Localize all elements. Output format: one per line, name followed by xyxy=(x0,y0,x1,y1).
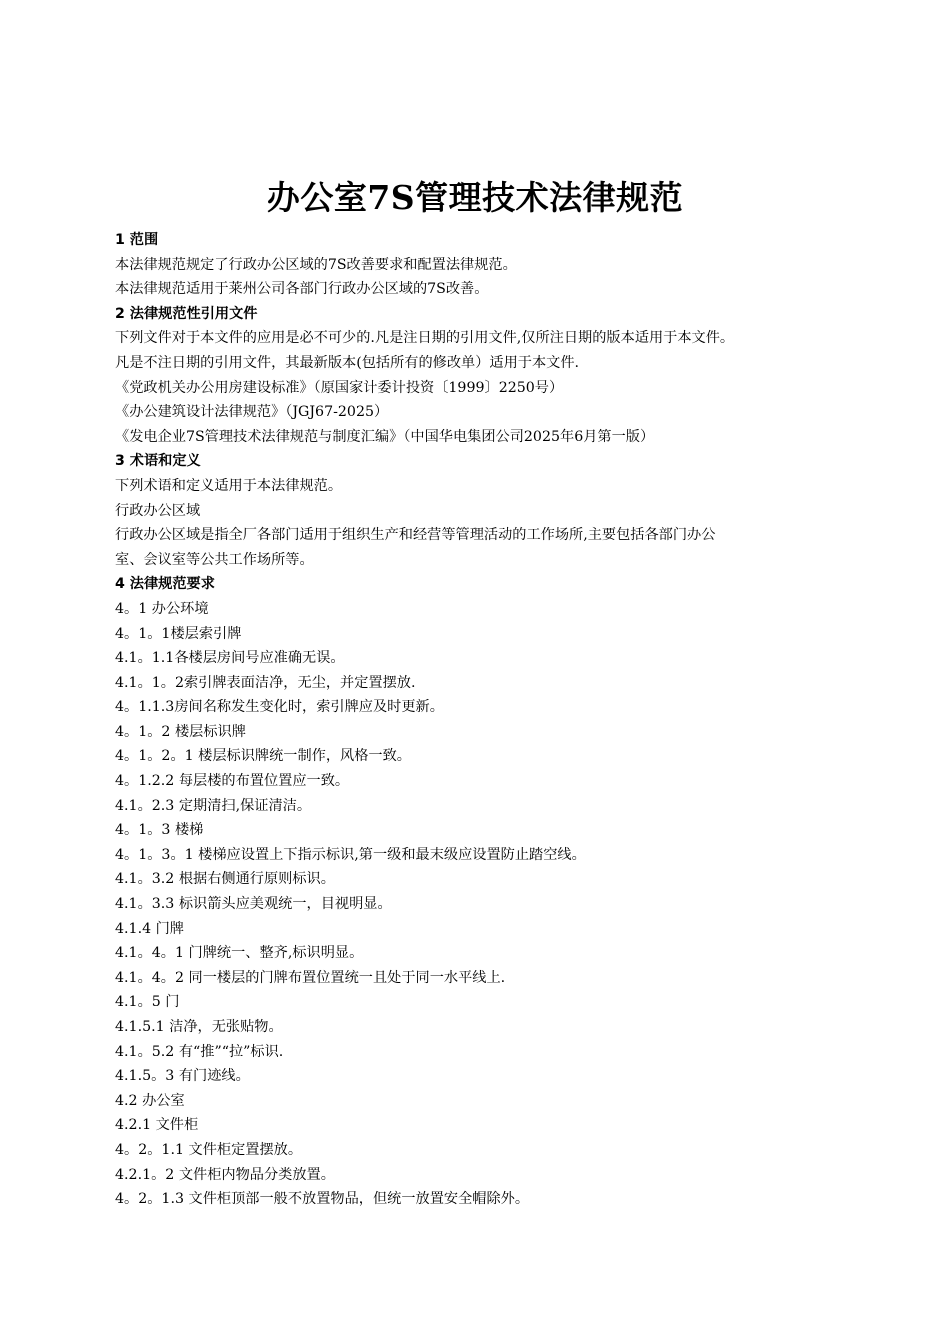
paragraph-line: 4。1 办公环境 xyxy=(115,600,209,617)
paragraph-line: 4.1。1。2索引牌表面洁净，无尘，并定置摆放. xyxy=(115,674,416,691)
document-body xyxy=(115,228,855,1212)
paragraph-line: 行政办公区域 xyxy=(115,502,201,519)
paragraph-line: 下列文件对于本文件的应用是必不可少的.凡是注日期的引用文件,仅所注日期的版本适用于本文件。 xyxy=(115,330,735,347)
paragraph-line: 4.1.5。3 有门迹线。 xyxy=(115,1068,250,1085)
paragraph-line: 4.1。5.2 有“推”“拉”标识. xyxy=(115,1043,284,1060)
paragraph-line: 行政办公区域是指全厂各部门适用于组织生产和经营等管理活动的工作场所,主要包括各部门办公 xyxy=(115,527,716,544)
section-heading: 2 法律规范性引用文件 xyxy=(115,305,258,322)
paragraph-line: 4。1。1楼层索引牌 xyxy=(115,625,242,642)
paragraph-line: 本法律规范规定了行政办公区域的7S改善要求和配置法律规范。 xyxy=(115,256,517,273)
paragraph-line: 4.1。3.2 根据右侧通行原则标识。 xyxy=(115,871,335,888)
paragraph-line: 4.1。3.3 标识箭头应美观统一，目视明显。 xyxy=(115,896,392,913)
paragraph-line: 4。1。2 楼层标识牌 xyxy=(115,723,246,740)
paragraph-line: 4。2。1.1 文件柜定置摆放。 xyxy=(115,1141,303,1158)
paragraph-line: 4.1.5.1 洁净，无张贴物。 xyxy=(115,1019,283,1035)
paragraph-line: 《党政机关办公用房建设标准》（原国家计委计投资〔1999〕2250号） xyxy=(115,379,564,396)
paragraph-line: 4.2.1 文件柜 xyxy=(115,1117,199,1134)
paragraph-line: 凡是不注日期的引用文件，其最新版本(包括所有的修改单）适用于本文件. xyxy=(115,354,580,371)
paragraph-line: 4.1。4。1 门牌统一、整齐,标识明显。 xyxy=(115,945,364,962)
paragraph-line: 4。2。1.3 文件柜顶部一般不放置物品，但统一放置安全帽除外。 xyxy=(115,1191,530,1208)
paragraph-line: 4.1。2.3 定期清扫,保证清洁。 xyxy=(115,797,312,814)
paragraph-line: 本法律规范适用于莱州公司各部门行政办公区域的7S改善。 xyxy=(115,281,489,298)
paragraph-line: 4.1。5 门 xyxy=(115,994,180,1011)
paragraph-line: 4。1。3。1 楼梯应设置上下指示标识,第一级和最末级应设置防止踏空线。 xyxy=(115,846,586,863)
paragraph-line: 4.2.1。2 文件柜内物品分类放置。 xyxy=(115,1166,335,1183)
paragraph-line: 下列术语和定义适用于本法律规范。 xyxy=(115,477,343,494)
section-heading: 1 范围 xyxy=(115,232,159,248)
paragraph-line: 4。1.1.3房间名称发生变化时，索引牌应及时更新。 xyxy=(115,699,444,716)
paragraph-line: 4.1。4。2 同一楼层的门牌布置位置统一且处于同一水平线上. xyxy=(115,969,506,986)
section-heading: 3 术语和定义 xyxy=(115,453,201,470)
paragraph-line: 《发电企业7S管理技术法律规范与制度汇编》（中国华电集团公司2025年6月第一版） xyxy=(115,428,655,445)
paragraph-line: 4。1。3 楼梯 xyxy=(115,822,204,839)
paragraph-line: 4.1.4 门牌 xyxy=(115,920,184,937)
paragraph-line: 4。1。2。1 楼层标识牌统一制作，风格一致。 xyxy=(115,748,411,765)
paragraph-line: 4.1。1.1各楼层房间号应准确无误。 xyxy=(115,650,345,667)
paragraph-line: 4.2 办公室 xyxy=(115,1092,185,1109)
paragraph-line: 室、会议室等公共工作场所等。 xyxy=(115,551,314,568)
document-title: 办公室7S管理技术法律规范 xyxy=(266,178,684,217)
section-heading: 4 法律规范要求 xyxy=(115,576,215,593)
paragraph-line: 4。1.2.2 每层楼的布置位置应一致。 xyxy=(115,773,350,790)
paragraph-line: 《办公建筑设计法律规范》（JGJ67-2025） xyxy=(115,404,389,421)
